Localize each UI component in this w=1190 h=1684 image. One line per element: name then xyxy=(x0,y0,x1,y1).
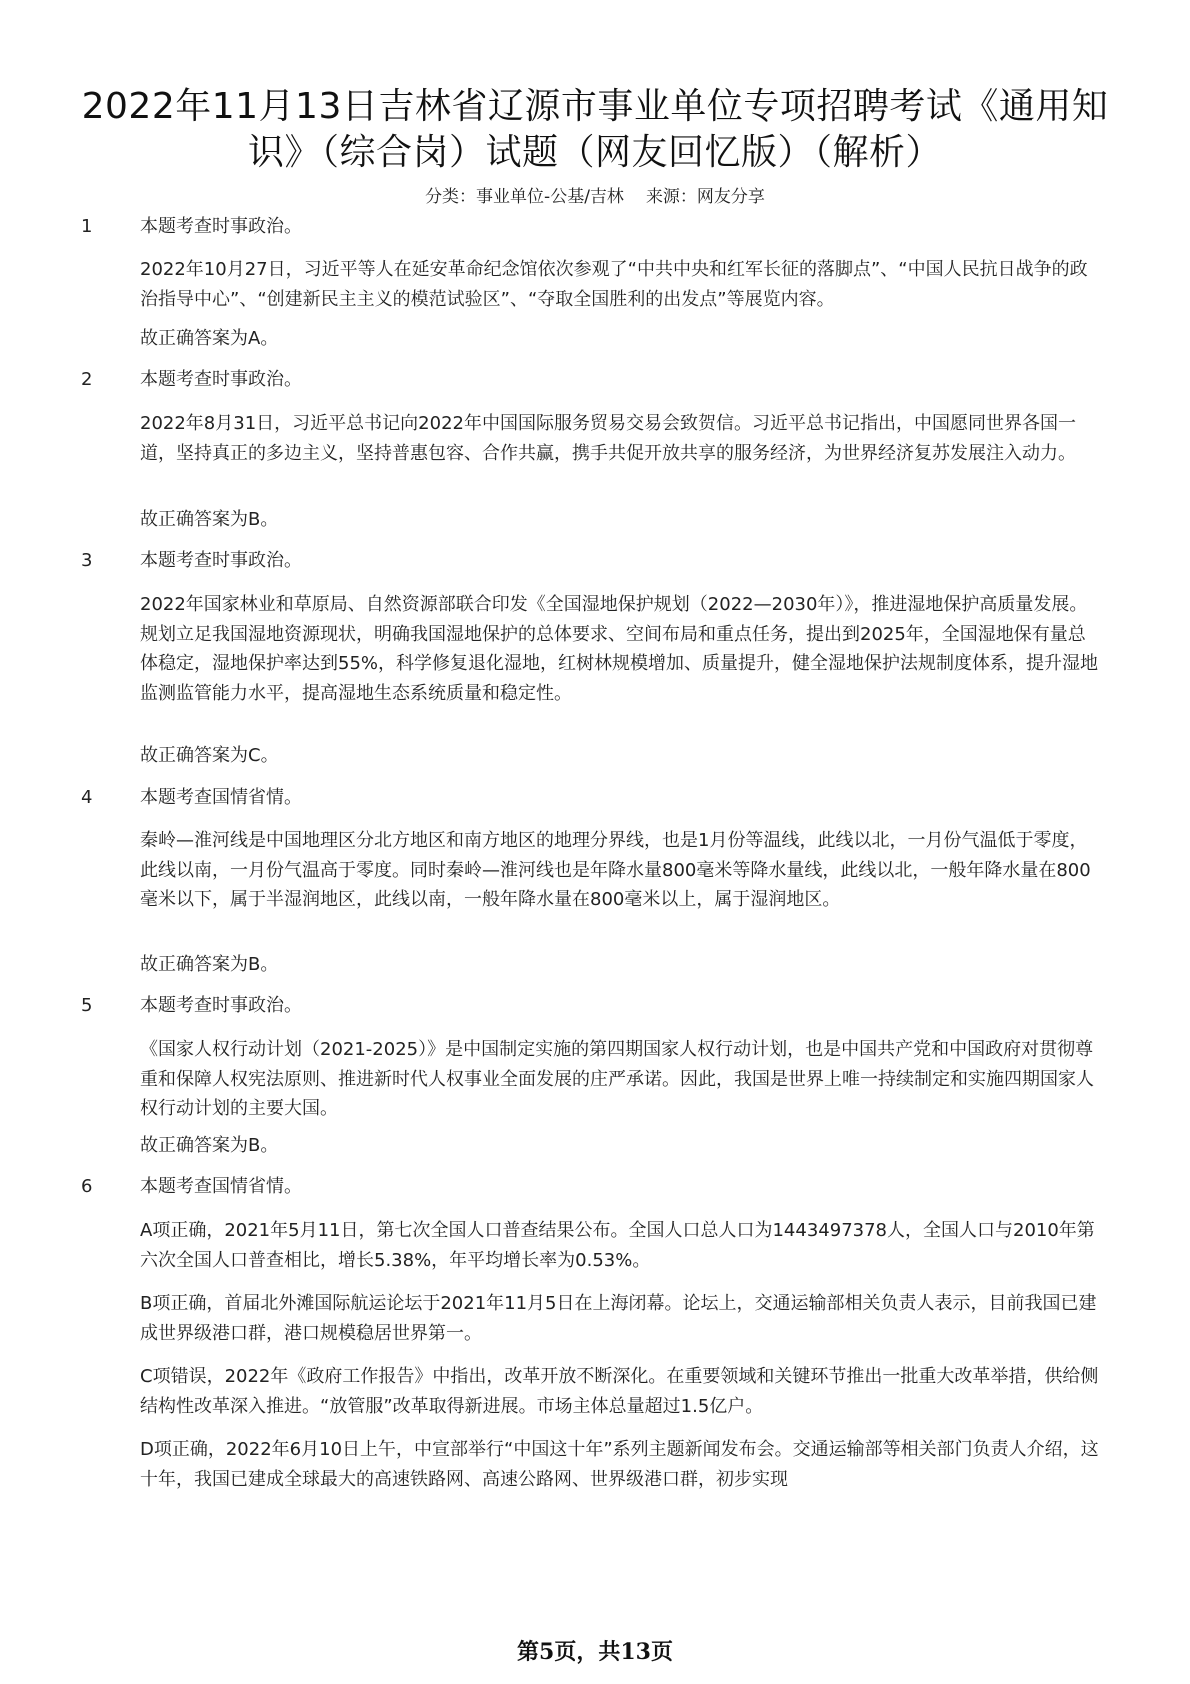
question-topic: 本题考查时事政治。 xyxy=(140,550,302,571)
question-topic: 本题考查时事政治。 xyxy=(140,216,302,237)
question-number: 5 xyxy=(81,995,93,1016)
question-number: 1 xyxy=(81,216,93,237)
explanation-paragraph: 2022年国家林业和草原局、自然资源部联合印发《全国湿地保护规划（2022—2030年）》，推进湿地保护高质量发展。规划立足我国湿地资源现状，明确我国湿地保护的总体要求、空间布局和重点任务，提出到2025年，全国湿地保有量总体稳定，湿地保护率达到55%，科学修复退化湿地，红树林规模增加、质量提升，健全湿地保护法规制度体系，提升湿地监测监管能力水平，提高湿地生态系统质量和稳定性。 xyxy=(140,594,1099,704)
document-title: 2022年11月13日吉林省辽源市事业单位专项招聘考试《通用知识》（综合岗）试题（网友回忆版）（解析） xyxy=(81,86,1109,173)
explanation-paragraph: 《国家人权行动计划（2021-2025）》是中国制定实施的第四期国家人权行动计划，也是中国共产党和中国政府对贯彻尊重和保障人权宪法原则、推进新时代人权事业全面发展的庄严承诺。因此，我国是世界上唯一持续制定和实施四期国家人权行动计划的主要大国。 xyxy=(140,1039,1094,1119)
document-meta xyxy=(0,186,1190,208)
category-label: 分类：事业单位-公基/吉林 xyxy=(425,187,624,207)
option-analysis-b: B项正确，首届北外滩国际航运论坛于2021年11月5日在上海闭幕。论坛上，交通运输部相关负责人表示，目前我国已建成世界级港口群，港口规模稳居世界第一。 xyxy=(140,1293,1097,1344)
option-analysis-d: D项正确，2022年6月10日上午，中宣部举行“中国这十年”系列主题新闻发布会。交通运输部等相关部门负责人介绍，这十年，我国已建成全球最大的高速铁路网、高速公路网、世界级港口群，初步实现 xyxy=(140,1439,1099,1490)
answer-line: 故正确答案为A。 xyxy=(140,328,279,349)
question-topic: 本题考查国情省情。 xyxy=(140,1176,302,1197)
explanation-paragraph: 2022年8月31日，习近平总书记向2022年中国国际服务贸易交易会致贺信。习近平总书记指出，中国愿同世界各国一道，坚持真正的多边主义，坚持普惠包容、合作共赢，携手共促开放共享的服务经济，为世界经济复苏发展注入动力。 xyxy=(140,413,1076,464)
page-indicator: 第5页，共13页 xyxy=(517,1639,673,1665)
option-analysis-c: C项错误，2022年《政府工作报告》中指出，改革开放不断深化。在重要领域和关键环节推出一批重大改革举措，供给侧结构性改革深入推进。“放管服”改革取得新进展。市场主体总量超过1.5亿户。 xyxy=(140,1366,1099,1417)
question-number: 3 xyxy=(81,550,93,571)
source-label: 来源：网友分享 xyxy=(645,187,765,207)
explanation-paragraph: 秦岭—淮河线是中国地理区分北方地区和南方地区的地理分界线，也是1月份等温线，此线以北，一月份气温低于零度，此线以南，一月份气温高于零度。同时秦岭—淮河线也是年降水量800毫米等降水量线，此线以北，一般年降水量在800毫米以下，属于半湿润地区，此线以南，一般年降水量在800毫米以上，属于湿润地区。 xyxy=(140,830,1091,910)
question-topic: 本题考查国情省情。 xyxy=(140,787,302,808)
option-analysis-a: A项正确，2021年5月11日，第七次全国人口普查结果公布。全国人口总人口为1443497378人，全国人口与2010年第六次全国人口普查相比，增长5.38%，年平均增长率为0.53%。 xyxy=(140,1220,1095,1271)
question-number: 4 xyxy=(81,787,93,808)
question-topic: 本题考查时事政治。 xyxy=(140,369,302,390)
answer-line: 故正确答案为B。 xyxy=(140,1135,279,1156)
question-topic: 本题考查时事政治。 xyxy=(140,995,302,1016)
answer-line: 故正确答案为B。 xyxy=(140,954,279,975)
explanation-paragraph: 2022年10月27日，习近平等人在延安革命纪念馆依次参观了“中共中央和红军长征的落脚点”、“中国人民抗日战争的政治指导中心”、“创建新民主主义的模范试验区”、“夺取全国胜利的出发点”等展览内容。 xyxy=(140,259,1088,310)
question-number: 6 xyxy=(81,1176,93,1197)
answer-line: 故正确答案为C。 xyxy=(140,745,279,766)
question-number: 2 xyxy=(81,369,93,390)
answer-line: 故正确答案为B。 xyxy=(140,509,279,530)
